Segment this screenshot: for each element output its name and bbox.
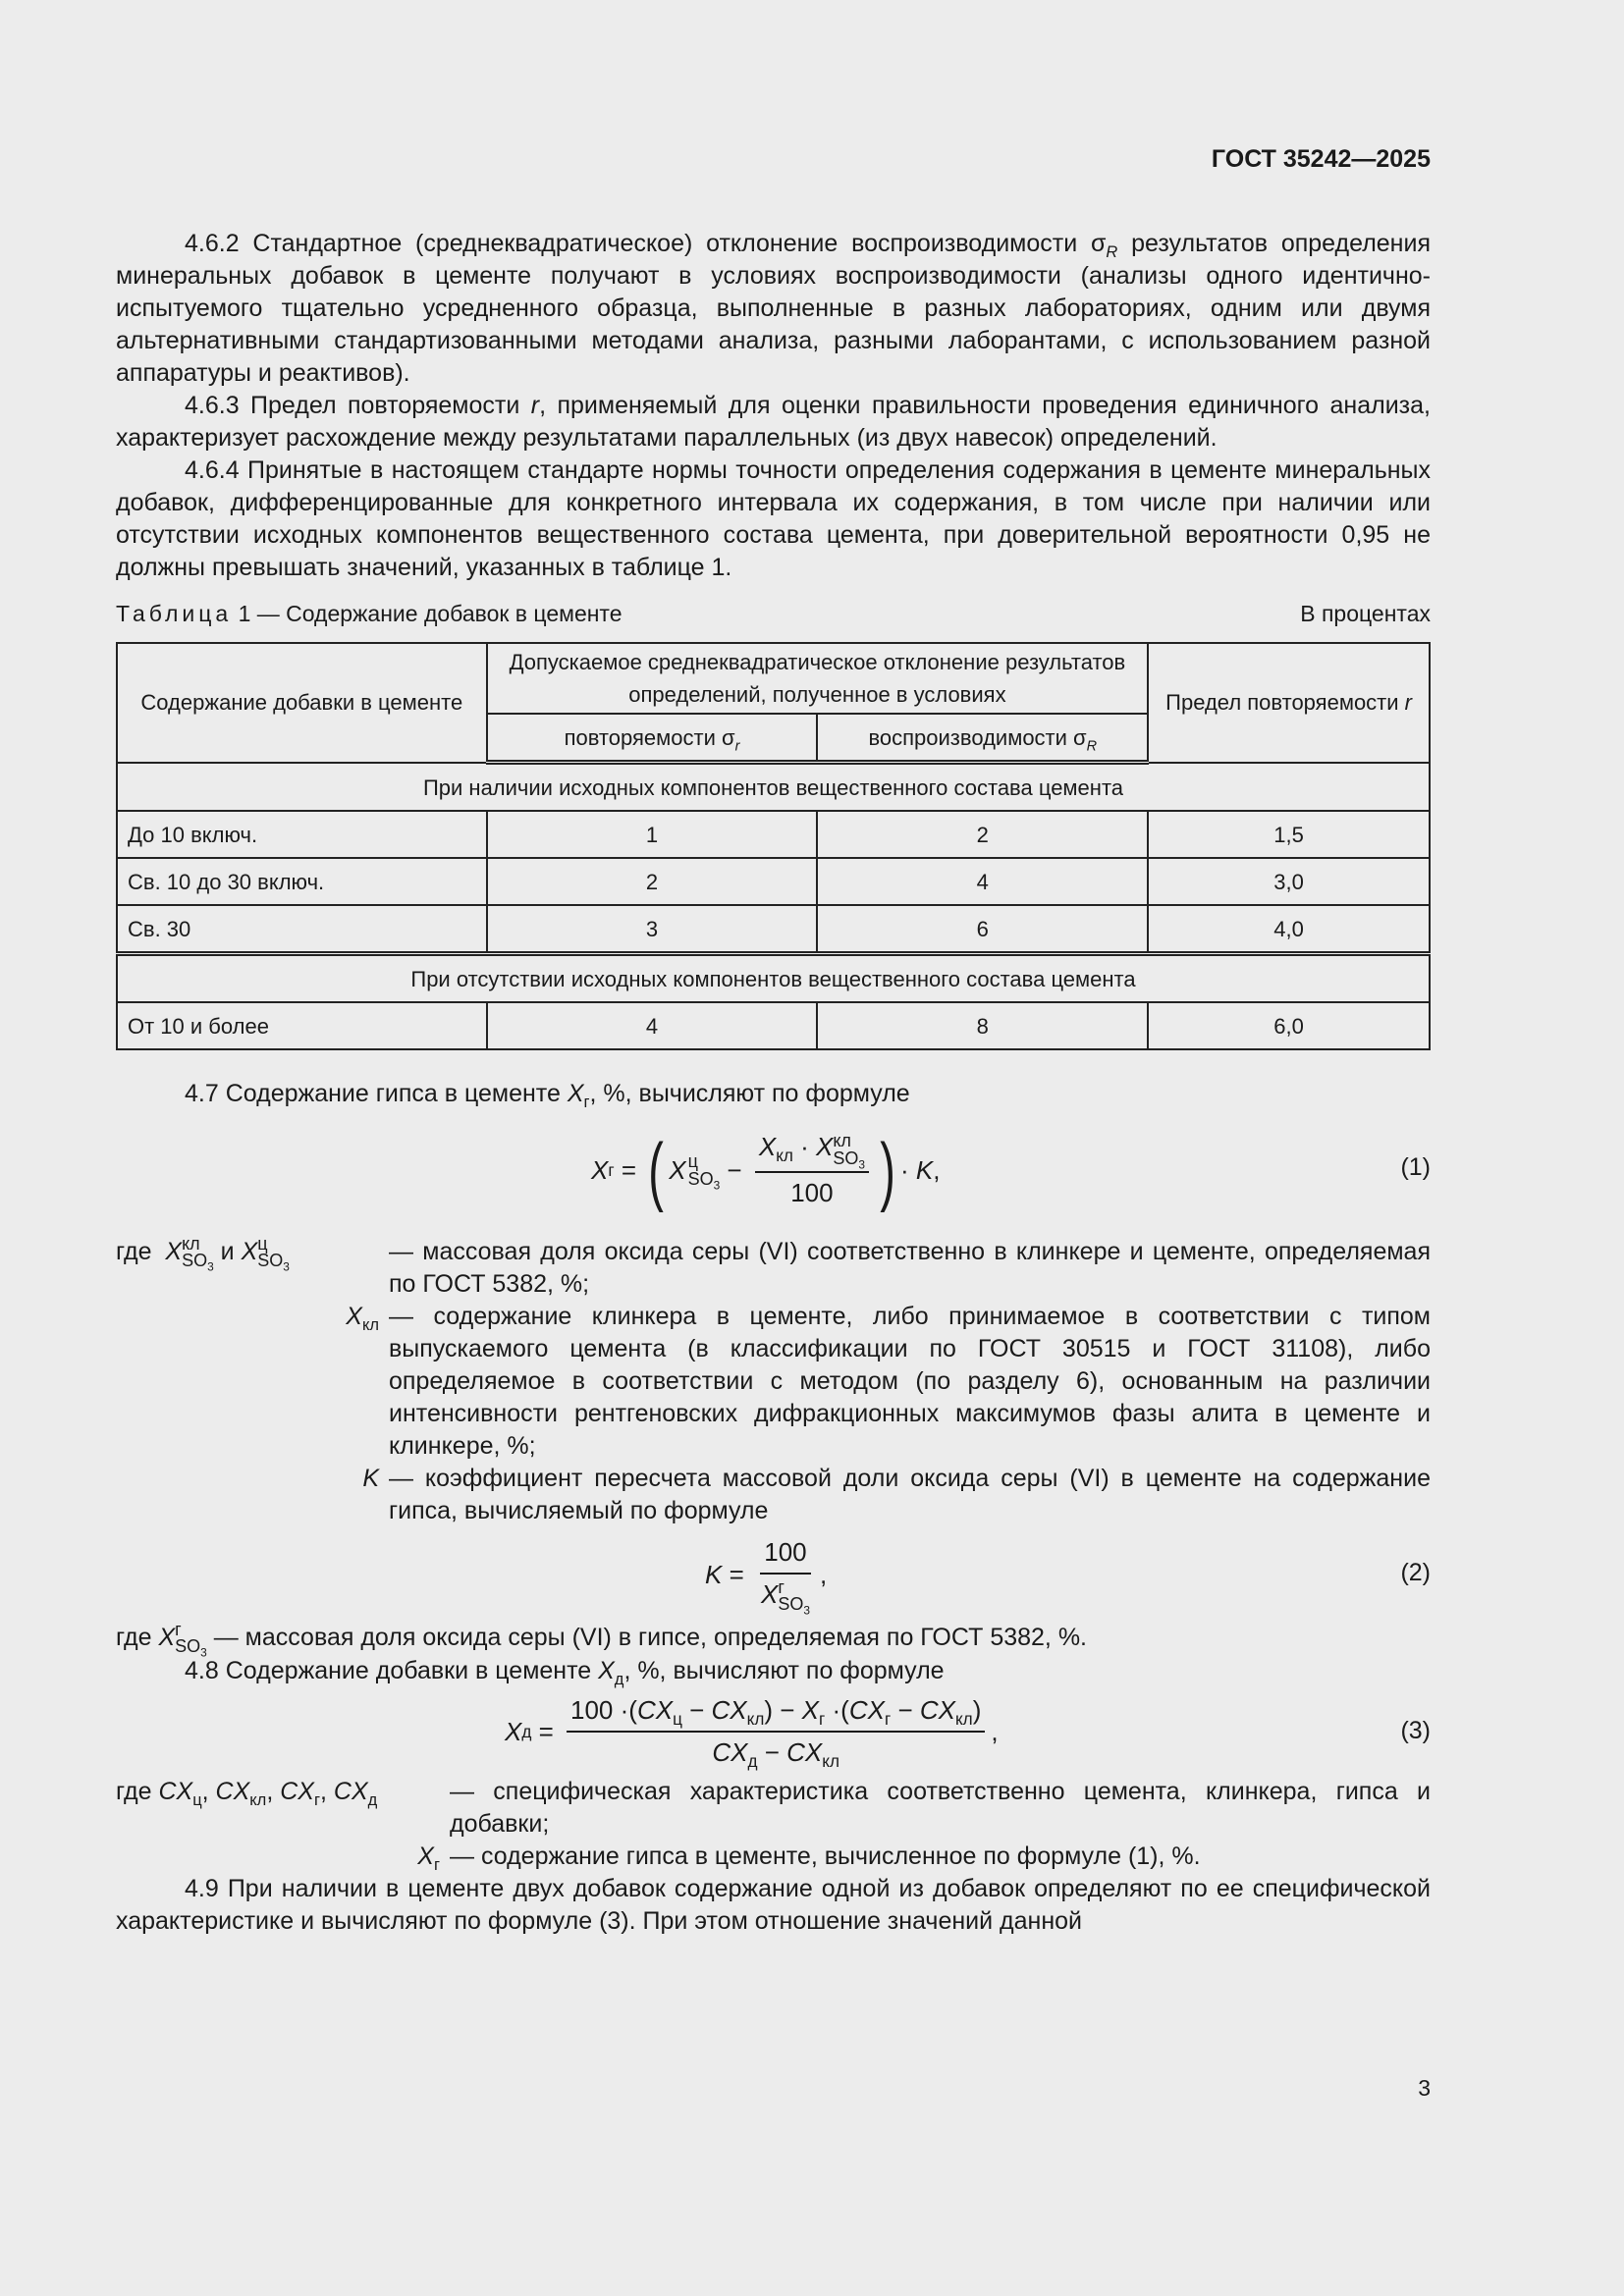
header-content: Содержание добавки в цементе bbox=[117, 643, 487, 763]
section-with-components: При наличии исходных компонентов вещественного состава цемента bbox=[117, 763, 1430, 812]
table-units: В процентах bbox=[1300, 601, 1431, 626]
formula-3: X д = $\frac{100 \cdot(CX_ц - CX_{кл}) - X_г \cdot(CX_г - CX_{кл})}{CX_д - CX_{кл}}$ , (3) bbox=[505, 1695, 1431, 1772]
section-without-components: При отсутствии исходных компонентов вещественного состава цемента bbox=[117, 954, 1430, 1003]
paragraph-4-6-4: 4.6.4 Принятые в настоящем стандарте нормы точности определения содержания в цементе минеральных добавок, дифференцированные для конкретного интервала их содержания, в том числе при наличии или отсутствии исходных компонентов вещественного состава цемента, при доверительной вероятности 0,95 не должны превышать значений, указанных в таблице 1. bbox=[116, 456, 1431, 581]
page-number: 3 bbox=[1418, 2075, 1431, 2101]
paragraph-4-6-2: 4.6.2 Стандартное (среднеквадратическое) отклонение воспроизводимости $\sigma_R$ результатов определения минеральных добавок в цементе получают в условиях воспроизводимости (анализы одного идентично-испытуемого тщательно усредненного образца, выполненные в разных лабораториях, одним или двумя альтернативными стандартизованными методами анализа, разными лаборантами, с использованием разной аппаратуры и реактивов). bbox=[116, 230, 1431, 387]
additive-content-table bbox=[116, 642, 1431, 1050]
standard-number: ГОСТ 35242—2025 bbox=[1211, 145, 1431, 173]
definition-x-gypsum: где X г $SO_3$ — массовая доля оксида серы (VI) в гипсе, определяемая по ГОСТ 5382, %. bbox=[116, 1620, 1088, 1660]
paragraph-4-6-3: 4.6.3 Предел повторяемости r, применяемый для оценки правильности проведения единичного анализа, характеризует расхождение между результатами параллельных (из двух навесок) определений. bbox=[116, 392, 1431, 452]
paragraph-4-9: 4.9 При наличии в цементе двух добавок содержание одной из добавок определяют по ее специфической характеристике и вычисляют по формуле (3). При этом отношение значений данной bbox=[116, 1875, 1431, 1936]
table-caption: Таблица 1 — Содержание добавок в цементе В процентах bbox=[116, 598, 1431, 630]
definitions-formula-3: где $CX_ц$, $CX_{кл}$, $CX_г$, $CX_д$ — специфическая характеристика соответственно цемента, клинкера, гипса и добавки; $X_г$ — содержание гипса в цементе, вычисленное по формуле (1), %. bbox=[116, 1778, 1431, 1875]
table-row: От 10 и более 4 8 6,0 bbox=[117, 1002, 1430, 1049]
definitions-formula-1: где X кл $SO_3$ и X ц $SO_3$ — массовая доля оксида серы (VI) соответственно в клинкере и цементе, определяемая по ГОСТ 5382, %; $X_{кл}$ — содержание клинкера в цементе, либо принимаемое в соответствии с типом выпускаемого цемента (в классификации по ГОСТ 30515 и ГОСТ 31108), либо определяемое в соответствии с методом (по разделу 6), основанным на различии интенсивности рентгеновских дифракционных максимумов фазы алита в цементе и клинкере, %; K — коэффициент пересчета массовой доли оксида серы (VI) в цементе на содержание гипса, вычисляемый по формуле bbox=[116, 1234, 1431, 1524]
formula-2: K = 100 X г $SO_3$ , (2) bbox=[705, 1536, 1431, 1618]
header-reproducibility: воспроизводимости $\sigma_R$ bbox=[817, 714, 1148, 763]
header-repeatability: повторяемости $\sigma_r$ bbox=[487, 714, 818, 763]
paragraph-4-7: 4.7 Содержание гипса в цементе $X_г$, %, вычисляют по формуле bbox=[185, 1080, 910, 1111]
header-repeatability-limit: Предел повторяемости r bbox=[1148, 643, 1430, 763]
table-row: Св. 30 3 6 4,0 bbox=[117, 905, 1430, 954]
document-body bbox=[116, 228, 1431, 1938]
paragraph-4-8: 4.8 Содержание добавки в цементе $X_д$, %, вычисляют по формуле bbox=[185, 1657, 945, 1689]
table-row: Св. 10 до 30 включ. 2 4 3,0 bbox=[117, 858, 1430, 905]
header-group: Допускаемое среднеквадратическое отклонение результатов определений, полученное в условиях bbox=[487, 643, 1149, 714]
formula-1: X г = ( X ц $SO_3$ − $X_{кл} \cdot X$ кл $SO_3$ 100 ) · K , (1) bbox=[591, 1127, 1431, 1213]
table-row: До 10 включ. 1 2 1,5 bbox=[117, 811, 1430, 858]
